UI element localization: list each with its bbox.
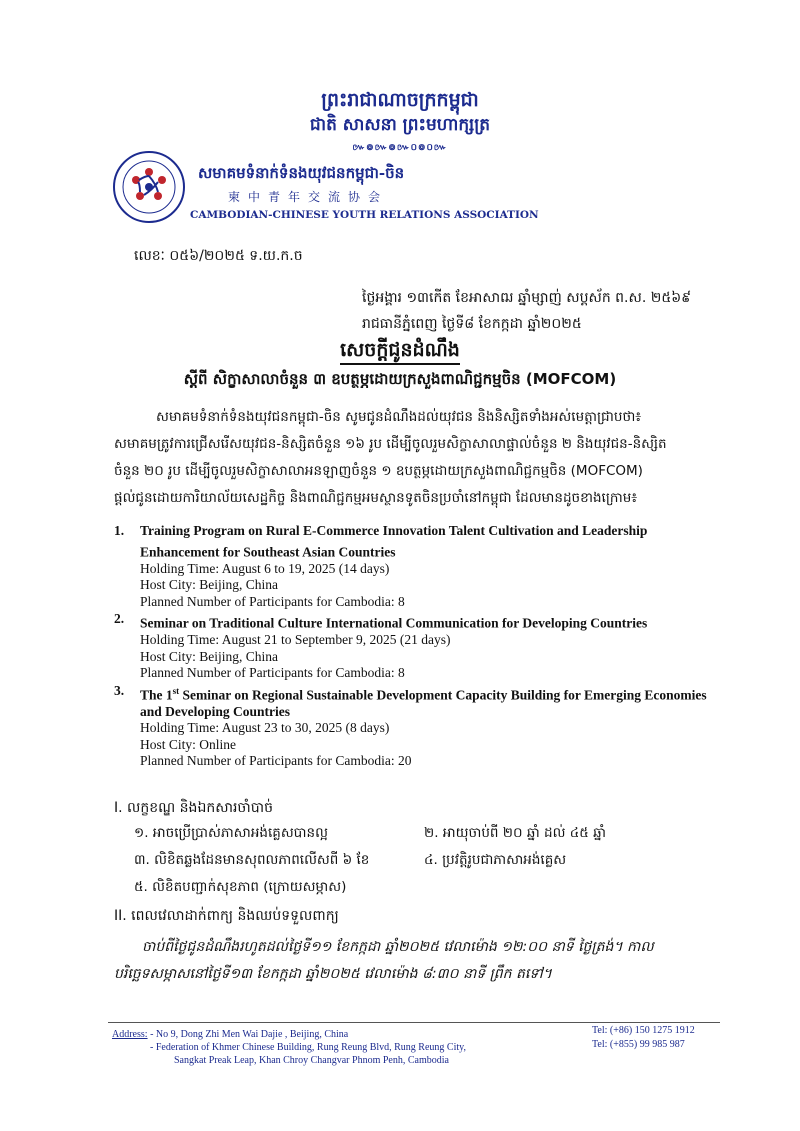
- association-logo: [112, 150, 186, 224]
- phone-china: Tel: (+86) 150 1275 1912: [592, 1025, 695, 1036]
- program-number: 3.: [114, 682, 125, 698]
- program-number: 2.: [114, 611, 125, 626]
- program-number: 1.: [114, 523, 125, 538]
- program-holding-time: Holding Time: August 23 to 30, 2025 (8 days): [140, 720, 390, 735]
- deadline-paragraph: [114, 934, 714, 988]
- program-holding-time: Holding Time: August 6 to 19, 2025 (14 days): [140, 560, 390, 576]
- requirement-item: ៥. លិខិតបញ្ជាក់សុខភាព (ក្រោយសម្ភាស): [134, 879, 347, 895]
- date-lunar: ថ្ងៃអង្គារ ១៣កើត ខែអាសាឍ ឆ្នាំម្សាញ់ សប្តស័ក ព.ស. ២៥៦៩: [362, 290, 692, 306]
- program-host-city: Host City: Beijing, China: [140, 577, 279, 592]
- document-subject: ស្តីពី សិក្ខាសាលាចំនួន ៣ ឧបត្ថម្ភដោយក្រសួងពាណិជ្ជកម្មចិន (MOFCOM): [183, 370, 617, 388]
- intro-line: ចំនួន ២០ រូប ដើម្បីចូលរួមសិក្ខាសាលាអនឡាញចំនួន ១ ឧបត្ថម្ភដោយក្រសួងពាណិជ្ជកម្មចិន (MOFCOM): [114, 463, 643, 479]
- program-title: Seminar on Traditional Culture International Communication for Developing Countries: [140, 615, 648, 631]
- program-holding-time: Holding Time: August 21 to September 9, 2025 (21 days): [140, 632, 451, 647]
- requirement-item: ៣. លិខិតឆ្លងដែនមានសុពលភាពលើសពី ៦ ខែ: [134, 852, 370, 868]
- section-deadline-heading: II. ពេលវេលាដាក់ពាក្យ និងឈប់ទទួលពាក្យ: [114, 908, 339, 924]
- association-name-khmer: សមាគមទំនាក់ទំនងយុវជនកម្ពុជា-ចិន: [198, 164, 405, 182]
- footer-divider: [108, 1022, 720, 1023]
- reference-number: លេខៈ ០៥៦/២០២៥ ទ.យ.ក.ច: [134, 248, 303, 264]
- requirement-item: ៤. ប្រវត្តិរូបជាភាសាអង់គ្លេស: [424, 852, 567, 868]
- national-motto: ជាតិ សាសនា ព្រះមហាក្សត្រ: [309, 115, 491, 135]
- document-title: [0, 338, 800, 366]
- intro-line: សមាគមទំនាក់ទំនងយុវជនកម្ពុជា-ចិន សូមជូនដំណឹងដល់យុវជន និងនិស្សិតទាំងអស់មេត្តាជ្រាបថា៖: [156, 409, 642, 425]
- footer-address: [112, 1028, 532, 1067]
- intro-paragraph: [114, 404, 694, 512]
- requirement-item: ២. អាយុចាប់ពី ២០ ឆ្នាំ ដល់ ៤៥ ឆ្នាំ: [424, 825, 606, 841]
- address-label: Address:: [112, 1029, 148, 1040]
- address-line: - Federation of Khmer Chinese Building, Rung Reung Blvd, Rung Reung City,: [150, 1042, 466, 1053]
- program-list: [114, 523, 714, 771]
- intro-line: ផ្តល់ជូនដោយការិយាល័យសេដ្ឋកិច្ច និងពាណិជ្ជកម្មអមស្ថានទូតចិនប្រចាំនៅកម្ពុជា ដែលមានដូចខាងក្រោម៖: [114, 490, 638, 506]
- deadline-line: ចាប់ពីថ្ងៃជូនដំណឹងរហូតដល់ថ្ងៃទី១១ ខែកក្កដា ឆ្នាំ២០២៥ វេលាម៉ោង ១២:០០ នាទី ថ្ងៃត្រង់។ កាល: [142, 939, 654, 955]
- phone-cambodia: Tel: (+855) 99 985 987: [592, 1039, 685, 1050]
- address-line: Sangkat Preak Leap, Khan Chroy Changvar Phnom Penh, Cambodia: [174, 1055, 449, 1066]
- date-solar: រាជធានីភ្នំពេញ ថ្ងៃទី៨ ខែកក្កដា ឆ្នាំ២០២៥: [362, 316, 582, 332]
- program-participants: Planned Number of Participants for Cambodia: 8: [140, 665, 405, 680]
- intro-line: សមាគមត្រូវការជ្រើសរើសយុវជន-និស្សិតចំនួន ១៦ រូប ដើម្បីចូលរួមសិក្ខាសាលាផ្ទាល់ចំនួន ២ និងយុវជន-និស្សិត: [114, 436, 667, 452]
- program-host-city: Host City: Online: [140, 736, 237, 752]
- ornament-divider: ៚៙៚៙៚០៙០៚: [352, 143, 448, 153]
- program-participants: Planned Number of Participants for Cambodia: 20: [140, 753, 412, 768]
- program-item: [114, 611, 714, 682]
- program-item: [114, 683, 714, 770]
- deadline-line: បរិច្ឆេទសម្ភាសនៅថ្ងៃទី១៣ ខែកក្កដា ឆ្នាំ២០២៥ វេលាម៉ោង ៨:៣០ នាទី ព្រឹក តទៅ។: [114, 966, 552, 982]
- program-item: [114, 523, 714, 610]
- association-name-english: CAMBODIAN-CHINESE YOUTH RELATIONS ASSOCIATION: [190, 209, 539, 221]
- kingdom-motto: [0, 88, 800, 154]
- section-requirements-heading: I. លក្ខខណ្ឌ និងឯកសារចាំបាច់: [114, 800, 273, 816]
- requirement-item: ១. អាចប្រើប្រាស់ភាសាអង់គ្លេសបានល្អ: [134, 825, 328, 841]
- address-line: - No 9, Dong Zhi Men Wai Dajie , Beijing, China: [147, 1029, 349, 1040]
- program-participants: Planned Number of Participants for Cambodia: 8: [140, 593, 405, 609]
- kingdom-name: ព្រះរាជាណាចក្រកម្ពុជា: [321, 89, 479, 111]
- association-name-chinese: 柬中青年交流协会: [228, 190, 389, 204]
- document-title-text: សេចក្តីជូនដំណឹង: [340, 339, 460, 365]
- program-title: Training Program on Rural E-Commerce Innovation Talent Cultivation and Leadership Enhancement for Southeast Asian Countries: [140, 523, 648, 559]
- program-host-city: Host City: Beijing, China: [140, 648, 279, 664]
- footer-contact: [592, 1024, 722, 1052]
- association-name-block: [190, 164, 539, 221]
- program-title: The 1st Seminar on Regional Sustainable Development Capacity Building for Emerging Economies and Developing Countries: [140, 685, 707, 719]
